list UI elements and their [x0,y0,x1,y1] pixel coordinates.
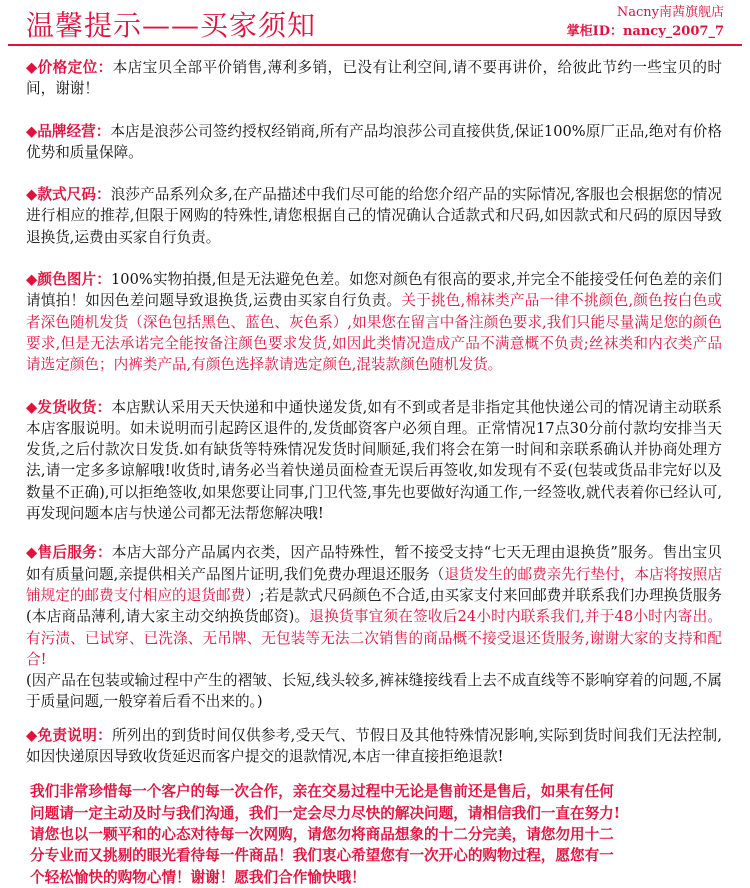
diamond-bullet-icon: ◆ [26,59,38,76]
section-text: 100%实物拍摄,但是无法避免色差。如您对颜色有很高的要求,并完全不能接受任何色差的亲们请慎拍！如因色差问题导致退换货,运费由买家自行负责。 [26,271,722,310]
diamond-bullet-icon: ◆ [26,186,38,204]
diamond-bullet-icon: ◆ [26,726,38,744]
closing-line: 问题请一定主动及时与我们沟通，我们一定会尽力尽快的解决问题，请相信我们一直在努力! [30,804,621,822]
section-size [26,184,722,248]
section-label: 品牌经营： [37,122,111,140]
closing-line: 个轻松愉快的购物心情！谢谢！愿我们合作愉快哦！ [30,868,366,886]
section-label: 款式尺码： [37,186,111,204]
return-postage-note: 退货发生的邮费亲先行垫付，本店将按照店铺规定的邮费支付相应的退货邮费 [26,565,722,604]
shop-info [567,3,724,41]
shop-id: 掌柜ID：nancy_2007_7 [566,24,724,39]
header-divider [8,44,742,46]
section-text: 本店是浪莎公司签约授权经销商,所有产品均浪莎公司直接供货,保证100%原厂正品,绝对有价格优势和质量保障。 [26,122,722,161]
section-brand [26,121,722,164]
return-deadline-note: 退换货事宜须在签收后24小时内联系我们,并于48小时内寄出。有污渍、已试穿、已洗涤、无吊牌、无包装等无法二次销售的商品概不接受退还货服务,谢谢大家的支持和配合! [26,608,723,668]
color-note: 关于挑色,棉袜类产品一律不挑颜色,颜色按白色或者深色随机发货（深色包括黑色、蓝色、灰色系）,如果您在留言中备注颜色要求,我们只能尽量满足您的颜色要求,但是无法承诺完全能按备注颜色要求发货,如因此类情况造成产品不满意概不负责;丝袜类和内衣类产品请选定颜色；内裤类产品,有颜色选择款请选定颜色,混装款颜色随机发货。 [26,292,722,374]
closing-message [30,781,722,887]
closing-line: 请您也以一颗平和的心态对待每一次网购，请您勿将商品想象的十二分完美，请您勿用十二 [30,825,614,843]
quality-note: (因产品在包装或输过程中产生的褶皱、长短,线头较多,裤袜缝接线看上去不成直线等不影响穿着的问题,不属于质量问题,一般穿着后看不出来的。) [26,672,722,711]
section-color [26,269,722,375]
page-title: 温馨提示——买家须知 [26,9,317,42]
section-shipping [26,397,722,525]
shop-name: Nacny南茜旗舰店 [616,5,724,20]
section-disclaimer [26,725,722,768]
section-text: 本店默认采用天天快递和中通快递发货,如有不到或者是非指定其他快递公司的情况请主动联系本店客服说明。如未说明而引起跨区退件的,发货邮资客户必须自理。正常情况17点30分前付款均安排当天发货,之后付款次日发货.如有缺货等特殊情况发货时间顺延,我们将会在第一时间和亲联系确认并协商处理方法,请一定多多谅解哦!收货时,请务必当着快递员面检查无误后再签收,如发现有不妥(包装或货品非完好以及数量不正确),可以拒绝签收,如果您要让同事,门卫代签,事先也要做好沟通工作,一经签收,就代表着你已经认可,再发现问题本店与快递公司都无法帮您解决哦! [26,398,722,523]
section-label: 颜色图片： [37,271,112,289]
section-text: 本店宝贝全部平价销售,薄利多销，已没有让利空间,请不要再讲价，给彼此节约一些宝贝的时间，谢谢！ [26,59,722,98]
diamond-bullet-icon: ◆ [26,544,38,562]
diamond-bullet-icon: ◆ [26,271,38,289]
section-label: 发货收货： [37,398,112,416]
notice-content [26,57,722,888]
section-text: 所列出的到货时间仅供参考,受天气、节假日及其他特殊情况影响,实际到货时间我们无法控制,如因快递原因导致收货延迟而客户提交的退款情况,本店一律直接拒绝退款! [26,726,723,766]
section-text: 浪莎产品系列众多,在产品描述中我们尽可能的给您介绍产品的实际情况,客服也会根据您的情况进行相应的推荐,但限于网购的特殊性,请您根据自己的情况确认合适款式和尺码,如因款式和尺码的原因导致退换货,运费由买家自行负责。 [26,186,722,246]
section-text: ）;若是款式尺码颜色不合适,由买家支付来回邮费并联系我们办理换货服务(本店商品薄利,请大家主动交纳换货邮资)。 [26,586,722,626]
closing-line: 我们非常珍惜每一个客户的每一次合作，亲在交易过程中无论是售前还是售后，如果有任何 [30,783,614,801]
section-label: 售后服务： [37,544,112,562]
diamond-bullet-icon: ◆ [26,122,38,140]
section-text: 本店大部分产品属内衣类，因产品特殊性，暂不接受支持“七天无理由退换货”服务。售出宝贝如有质量问题,亲提供相关产品图片证明,我们免费办理退还服务（ [26,544,722,583]
section-aftersale [26,542,722,712]
section-label: 价格定位： [37,59,113,76]
diamond-bullet-icon: ◆ [26,398,38,416]
closing-line: 分专业而又挑剔的眼光看待每一件商品！我们衷心希望您有一次开心的购物过程，愿您有一 [30,847,614,865]
header [0,0,750,44]
section-label: 免责说明： [37,726,112,744]
section-price [26,57,722,100]
